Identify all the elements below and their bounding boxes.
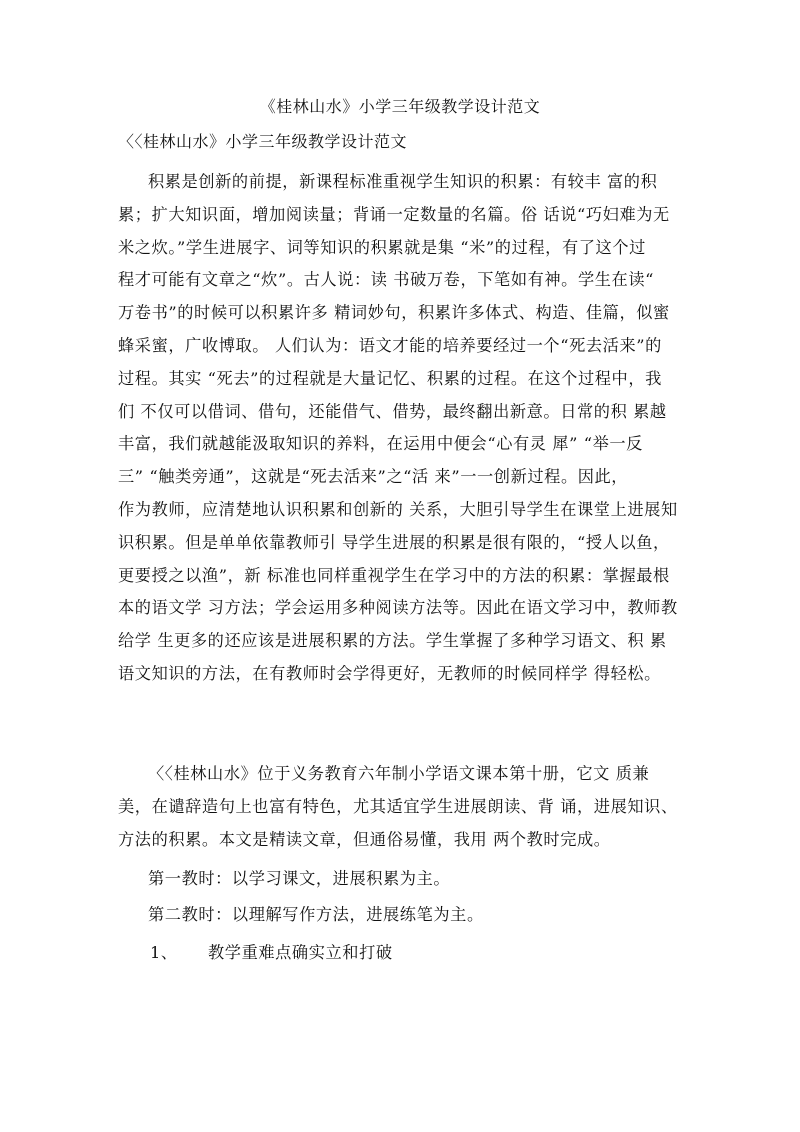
paragraph-line: 三” “触类旁通”，这就是“死去活来”之“活 来”一一创新过程。因此， xyxy=(118,467,629,487)
paragraph-line: 蜂采蜜，广收博取。 人们认为：语文才能的培养要经过一个“死去活来”的 xyxy=(118,335,662,355)
paragraph-line: 更要授之以渔”，新 标准也同样重视学生在学习中的方法的积累：掌握最根 xyxy=(118,565,670,585)
paragraph-line: 本的语文学 习方法；学会运用多种阅读方法等。因此在语文学习中，教师教 xyxy=(118,598,678,618)
paragraph-line: 米之炊。”学生进展字、词等知识的积累就是集 “米”的过程，有了这个过 xyxy=(118,237,646,257)
paragraph-line: 〈〈桂林山水》位于义务教育六年制小学语文课本第十册，它文 质兼 xyxy=(148,764,650,783)
paragraph-line: 方法的积累。本文是精读文章，但通俗易懂，我用 两个教时完成。 xyxy=(118,829,611,849)
section-number: 1、 xyxy=(150,943,178,962)
lesson-one-note: 第一教时：以学习课文，进展积累为主。 xyxy=(148,869,451,888)
paragraph-line: 程才可能有文章之“炊”。古人说：读 书破万卷，下笔如有神。学生在读“ xyxy=(118,270,654,290)
paragraph-text-intro xyxy=(118,758,680,856)
paragraph-line: 累；扩大知识面，增加阅读量；背诵一定数量的名篇。俗 话说“巧妇难为无 xyxy=(118,204,670,224)
paragraph-line: 们 不仅可以借词、借句，还能借气、借势，最终翻出新意。日常的积 累越 xyxy=(118,401,667,421)
paragraph-line: 给学 生更多的还应该是进展积累的方法。学生掌握了多种学习语文、积 累 xyxy=(118,631,667,651)
paragraph-line: 过程。其实 “死去”的过程就是大量记忆、积累的过程。在这个过程中，我 xyxy=(118,368,662,388)
paragraph-intro xyxy=(118,166,680,691)
section-heading xyxy=(150,942,393,964)
paragraph-line: 丰富，我们就越能汲取知识的养料，在运用中便会“心有灵 犀” “举一反 xyxy=(118,434,643,454)
paragraph-line: 识积累。但是单单依靠教师引 导学生进展的积累是很有限的，“授人以鱼， xyxy=(118,532,670,552)
paragraph-line: 万卷书”的时候可以积累许多 精词妙句，积累许多体式、构造、佳篇，似蜜 xyxy=(118,303,670,323)
section-heading-text: 教学重难点确实立和打破 xyxy=(208,943,393,962)
paragraph-line: 积累是创新的前提，新课程标准重视学生知识的积累：有较丰 富的积 xyxy=(148,172,658,191)
paragraph-line: 美，在谴辞造句上也富有特色，尤其适宜学生进展朗读、背 诵，进展知识、 xyxy=(118,796,678,816)
paragraph-line: 语文知识的方法，在有教师时会学得更好，无教师的时候同样学 得轻松。 xyxy=(118,663,661,683)
document-subtitle: 〈〈桂林山水》小学三年级教学设计范文 xyxy=(118,132,408,151)
paragraph-line: 作为教师，应清楚地认识积累和创新的 关系，大胆引导学生在课堂上进展知 xyxy=(118,499,678,519)
lesson-two-note: 第二教时：以理解写作方法，进展练笔为主。 xyxy=(148,905,484,924)
document-title: 《桂林山水》小学三年级教学设计范文 xyxy=(259,97,541,116)
